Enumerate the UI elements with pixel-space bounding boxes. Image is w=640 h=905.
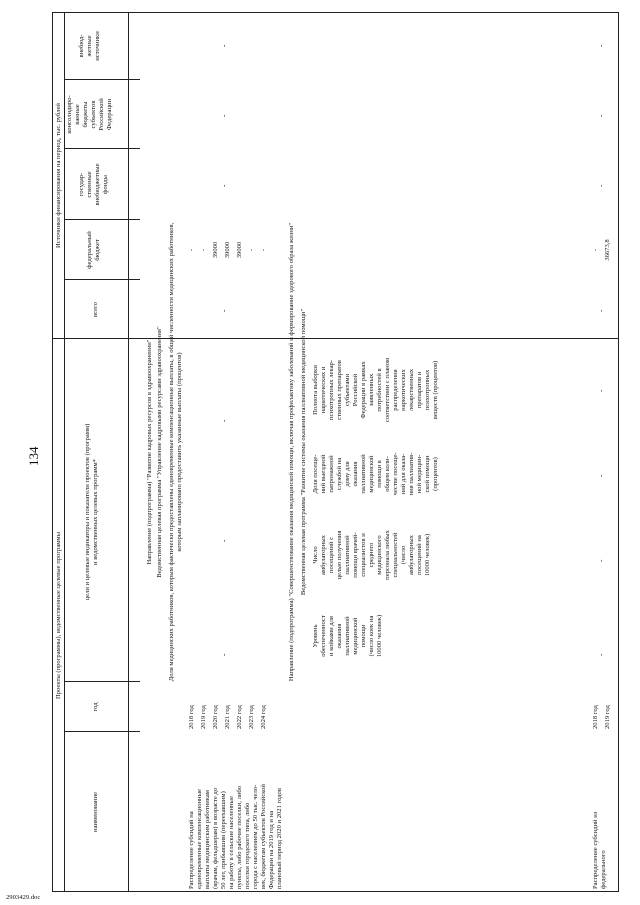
rule-federal [64, 279, 140, 280]
indicator-drugs: Полнота выборки наркотических и психотропных лекар- ственных препаратов субъектами Российской Федерации в рамках заявленных потребностей в соответствии с планом распределения наркотических лекарственных препаратов и психотропных веществ (процентов) [312, 357, 439, 423]
indicator-home-visits: Доля посеще- ний выездной патронажной службой на дому для оказания паллиативной медицинской помощи в общем коли- честве посеще- ний для оказа- ния паллиатив- ной медицин- ской помощи (процентов) [312, 452, 439, 496]
row2-dash: - [597, 474, 605, 477]
rule-header-bottom [128, 12, 129, 892]
row2-dash: - [597, 559, 605, 562]
row1-dash: - [220, 184, 228, 187]
row1-federal-value: 39000 [212, 241, 219, 259]
section-program-2: Ведомственная целевая программа "Развитие системы оказания паллиативной медицинской помощи" [300, 308, 307, 596]
row2-dash: - [597, 114, 605, 117]
rule-goals [64, 681, 140, 682]
row1-federal-value: - [248, 248, 255, 252]
row1-dash: - [220, 309, 228, 312]
header-total: всего [92, 302, 99, 317]
row2-name: Распределение субсидий из федерального [592, 811, 607, 889]
row1-federal-value: - [260, 248, 267, 252]
header-offbudget: внебюд- жетные источники [78, 31, 101, 61]
doc-code: 2903429.doc [6, 894, 41, 901]
row2-federal-value: - [592, 248, 599, 252]
indicator-beds: Уровень обеспеченност и койками для оказания паллиативной медицинской помощи (число коек на 10000 человек) [312, 614, 383, 658]
header-year: год [92, 702, 99, 712]
header-projects: Проекты (программы), ведомственные целевые программы [55, 531, 62, 700]
row1-dash: - [220, 539, 228, 542]
row2-year: 2018 год [592, 705, 599, 729]
rule-year [64, 731, 140, 732]
row2-dash: - [597, 309, 605, 312]
row2-dash: - [597, 44, 605, 47]
row2-federal-value: 36673,8 [604, 239, 611, 261]
row1-federal-value: - [188, 248, 195, 252]
row2-year: 2019 год [604, 705, 611, 729]
row1-year: 2020 год [212, 705, 219, 729]
row1-year: 2024 год [260, 705, 267, 729]
row1-year: 2023 год [248, 705, 255, 729]
row1-name: Распределение субсидий на единовременные компенсационные выплаты медицинским работникам (врачам, фельдшерам) в возрасте до 50 лет, прибывшим (переехавшим) на работу в сельские населенные пункты, либо рабочие поселки, либо поселки городского типа, либо города с населением до 50 тыс. чело- век, бюджетам субъектов Российской Федерации на 2019 год и на плановый период 2020 и 2021 годов [188, 784, 283, 889]
header-sources: Источники финансирования на период, тыс. рублей [55, 103, 62, 248]
row1-federal-value: - [200, 248, 207, 252]
row1-year: 2018 год [188, 705, 195, 729]
header-consolidated: консолидиро- ванные бюджеты субъектов Российской Федерации [66, 95, 113, 134]
rule-top [52, 12, 53, 892]
row1-dash: - [220, 419, 228, 422]
rule-groups [64, 12, 65, 892]
indicator-visits: Число амбулаторных посещений с целью получения паллиативной помощи врачей- специалистов и среднего медицинского персонала любых специальностей (число амбулаторных посещений на 10000 человек) [312, 530, 431, 580]
row1-dash: - [220, 114, 228, 117]
row1-dash: - [220, 44, 228, 47]
row1-year: 2022 год [236, 705, 243, 729]
section-program-1: Ведомственная целевая программа "Управление кадровыми ресурсами здравоохранения" [156, 326, 163, 578]
header-name: наименование [92, 792, 99, 832]
row1-federal-value: 39000 [236, 241, 243, 259]
rule-right [52, 12, 618, 13]
section-indicator-1: Доля медицинских работников, которым фактически предоставлены единовременные компенсационные выплаты, в общей численности медицинских работников, которым запланировано предоставить указанные выплаты (процентов) [168, 222, 183, 682]
row2-dash: - [597, 653, 605, 656]
row1-dash: - [220, 653, 228, 656]
header-state-funds: государ- ственные внебюджетные фонды [78, 163, 109, 206]
row1-federal-values [188, 220, 268, 280]
page-number: 134 [26, 446, 41, 466]
row1-years [188, 684, 268, 729]
row1-year: 2019 год [200, 705, 207, 729]
rotated-page [20, 12, 620, 892]
row1-federal-value: 39000 [224, 241, 231, 259]
row1-year: 2021 год [224, 705, 231, 729]
rule-bottom [618, 12, 619, 892]
rule-left [52, 891, 618, 892]
rule-group-split [52, 338, 618, 339]
header-goals: цели и целевые индикаторы и показатели проектов (программ) и ведомственных целевых программ* [84, 423, 99, 601]
section-direction-2: Направление (подпрограмма) "Совершенствование оказания медицинской помощи, включая профилактику заболеваний и формирование здорового образа жизни" [288, 222, 295, 682]
section-direction-1: Направление (подпрограмма) "Развитие кадровых ресурсов в здравоохранении" [146, 339, 153, 565]
header-federal: федеральный бюджет [86, 231, 101, 269]
row2-dash: - [597, 184, 605, 187]
row2-dash: - [597, 389, 605, 392]
